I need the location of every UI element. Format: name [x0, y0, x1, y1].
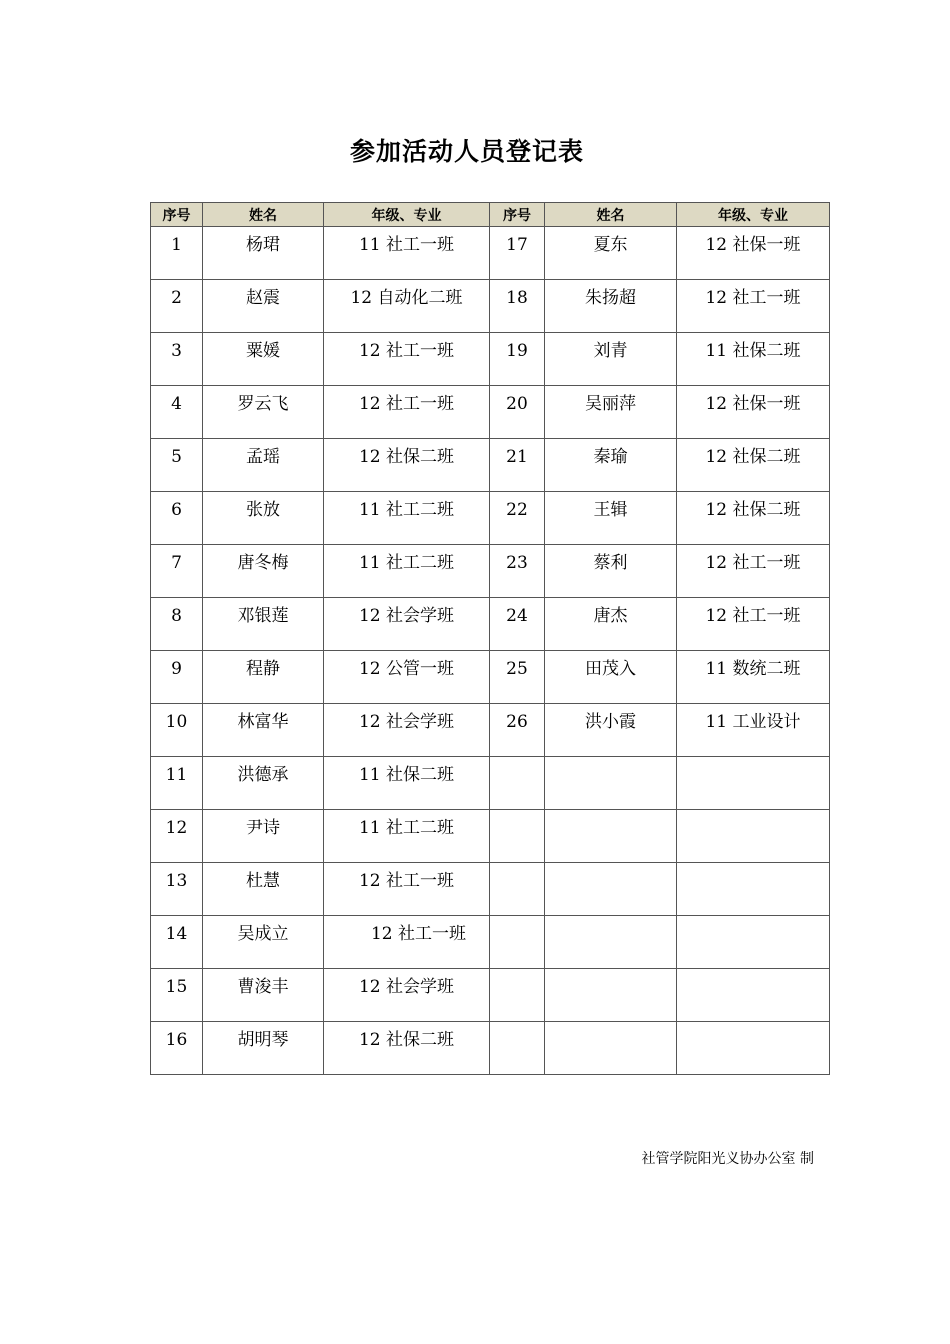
table-row	[151, 1022, 830, 1075]
seq-cell: 5	[151, 439, 203, 492]
seq-cell: 3	[151, 333, 203, 386]
seq-cell	[490, 757, 545, 810]
seq-cell: 6	[151, 492, 203, 545]
name-cell: 吴成立	[203, 916, 324, 969]
name-cell: 洪德承	[203, 757, 324, 810]
table-row	[151, 492, 830, 545]
grade-major-cell: 12 自动化二班	[324, 280, 490, 333]
grade-major-cell: 12 社保一班	[677, 386, 830, 439]
grade-major-cell: 12 社工一班	[677, 545, 830, 598]
grade-major-cell: 12 社会学班	[324, 969, 490, 1022]
seq-cell	[490, 916, 545, 969]
grade-major-cell: 12 社保二班	[677, 492, 830, 545]
name-cell	[545, 969, 677, 1022]
grade-major-cell: 12 社工一班	[324, 863, 490, 916]
name-cell: 洪小霞	[545, 704, 677, 757]
seq-cell	[490, 969, 545, 1022]
table-row	[151, 810, 830, 863]
seq-cell: 19	[490, 333, 545, 386]
grade-major-cell: 12 社工一班	[677, 598, 830, 651]
seq-cell	[490, 1022, 545, 1075]
name-cell: 曹浚丰	[203, 969, 324, 1022]
name-cell: 田茂入	[545, 651, 677, 704]
name-cell: 唐杰	[545, 598, 677, 651]
seq-cell: 24	[490, 598, 545, 651]
table-row	[151, 439, 830, 492]
name-cell: 蔡利	[545, 545, 677, 598]
table-body	[151, 227, 830, 1075]
grade-major-cell: 11 社工二班	[324, 545, 490, 598]
table-row	[151, 757, 830, 810]
seq-cell: 22	[490, 492, 545, 545]
header-seq-left: 序号	[151, 203, 203, 227]
seq-cell: 11	[151, 757, 203, 810]
seq-cell: 21	[490, 439, 545, 492]
header-grade-left: 年级、专业	[324, 203, 490, 227]
seq-cell: 17	[490, 227, 545, 280]
seq-cell: 23	[490, 545, 545, 598]
grade-major-cell: 11 数统二班	[677, 651, 830, 704]
name-cell	[545, 916, 677, 969]
table-row	[151, 545, 830, 598]
seq-cell: 9	[151, 651, 203, 704]
name-cell	[545, 1022, 677, 1075]
grade-major-cell: 12 社保二班	[677, 439, 830, 492]
grade-major-cell: 12 社工一班	[324, 916, 490, 969]
grade-major-cell: 12 社工一班	[324, 386, 490, 439]
name-cell: 罗云飞	[203, 386, 324, 439]
name-cell: 吴丽萍	[545, 386, 677, 439]
header-name-right: 姓名	[545, 203, 677, 227]
grade-major-cell	[677, 863, 830, 916]
seq-cell: 16	[151, 1022, 203, 1075]
seq-cell: 13	[151, 863, 203, 916]
grade-major-cell	[677, 916, 830, 969]
name-cell: 朱扬超	[545, 280, 677, 333]
grade-major-cell	[677, 969, 830, 1022]
table-row	[151, 386, 830, 439]
table-row	[151, 227, 830, 280]
name-cell: 张放	[203, 492, 324, 545]
seq-cell: 14	[151, 916, 203, 969]
footer-credit: 社管学院阳光义协办公室 制	[641, 1151, 814, 1167]
table-header-row	[151, 203, 830, 227]
grade-major-cell: 11 社工一班	[324, 227, 490, 280]
seq-cell	[490, 863, 545, 916]
name-cell: 王辑	[545, 492, 677, 545]
seq-cell: 8	[151, 598, 203, 651]
seq-cell: 2	[151, 280, 203, 333]
name-cell: 林富华	[203, 704, 324, 757]
seq-cell: 20	[490, 386, 545, 439]
header-grade-right: 年级、专业	[677, 203, 830, 227]
name-cell: 杨珺	[203, 227, 324, 280]
name-cell: 夏东	[545, 227, 677, 280]
grade-major-cell: 12 社工一班	[677, 280, 830, 333]
name-cell: 唐冬梅	[203, 545, 324, 598]
name-cell: 程静	[203, 651, 324, 704]
name-cell: 刘青	[545, 333, 677, 386]
grade-major-cell: 12 社会学班	[324, 704, 490, 757]
name-cell: 赵震	[203, 280, 324, 333]
header-seq-right: 序号	[490, 203, 545, 227]
grade-major-cell: 12 公管一班	[324, 651, 490, 704]
name-cell: 尹诗	[203, 810, 324, 863]
seq-cell: 7	[151, 545, 203, 598]
table-row	[151, 969, 830, 1022]
grade-major-cell: 11 社保二班	[324, 757, 490, 810]
table-row	[151, 598, 830, 651]
name-cell: 孟瑶	[203, 439, 324, 492]
grade-major-cell	[677, 810, 830, 863]
registration-table	[150, 202, 830, 1075]
grade-major-cell: 12 社保二班	[324, 439, 490, 492]
seq-cell: 18	[490, 280, 545, 333]
grade-major-cell: 11 社工二班	[324, 492, 490, 545]
seq-cell: 15	[151, 969, 203, 1022]
grade-major-cell: 12 社保一班	[677, 227, 830, 280]
seq-cell: 12	[151, 810, 203, 863]
name-cell: 粟媛	[203, 333, 324, 386]
table-row	[151, 916, 830, 969]
table-row	[151, 651, 830, 704]
table-row	[151, 863, 830, 916]
grade-major-cell: 11 社保二班	[677, 333, 830, 386]
name-cell	[545, 757, 677, 810]
grade-major-cell: 11 社工二班	[324, 810, 490, 863]
seq-cell: 10	[151, 704, 203, 757]
grade-major-cell: 12 社会学班	[324, 598, 490, 651]
grade-major-cell: 12 社保二班	[324, 1022, 490, 1075]
name-cell: 胡明琴	[203, 1022, 324, 1075]
name-cell: 秦瑜	[545, 439, 677, 492]
header-name-left: 姓名	[203, 203, 324, 227]
grade-major-cell: 11 工业设计	[677, 704, 830, 757]
table-row	[151, 333, 830, 386]
grade-major-cell	[677, 1022, 830, 1075]
name-cell	[545, 863, 677, 916]
table-row	[151, 704, 830, 757]
name-cell: 杜慧	[203, 863, 324, 916]
seq-cell: 1	[151, 227, 203, 280]
page-title: 参加活动人员登记表	[349, 137, 584, 166]
grade-major-cell: 12 社工一班	[324, 333, 490, 386]
seq-cell: 4	[151, 386, 203, 439]
seq-cell: 26	[490, 704, 545, 757]
grade-major-cell	[677, 757, 830, 810]
seq-cell	[490, 810, 545, 863]
table-row	[151, 280, 830, 333]
name-cell	[545, 810, 677, 863]
seq-cell: 25	[490, 651, 545, 704]
name-cell: 邓银莲	[203, 598, 324, 651]
